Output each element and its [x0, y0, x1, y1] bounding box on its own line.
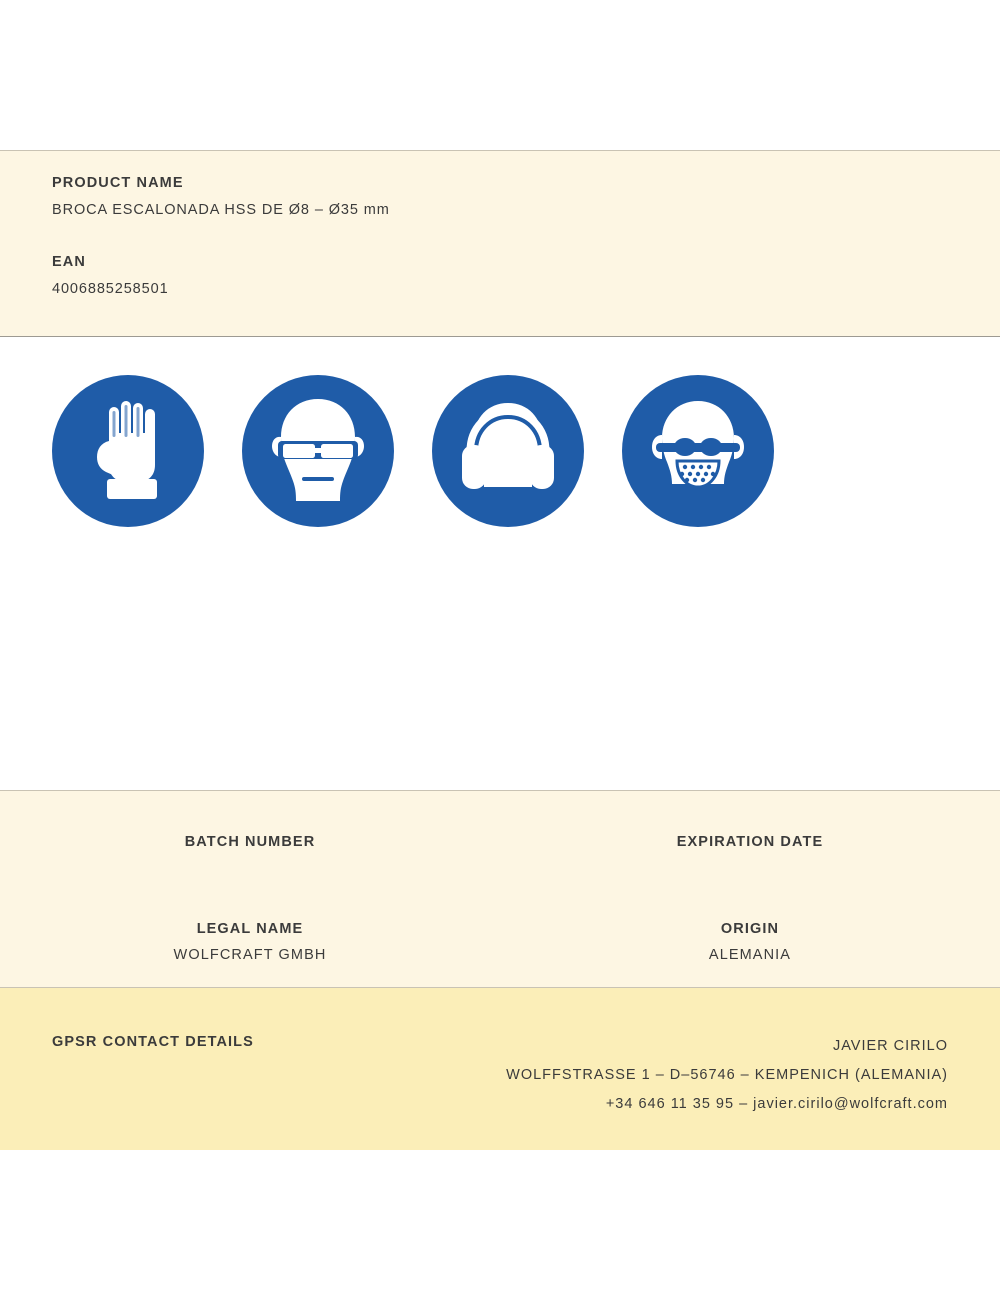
expiration-date-value — [500, 860, 1000, 877]
wear-respiratory-protection-icon — [622, 375, 774, 527]
legal-name-value: WOLFCRAFT GMBH — [173, 947, 327, 963]
product-info-band — [0, 150, 1000, 337]
info-row — [0, 791, 1000, 877]
wear-ear-protection-icon — [432, 375, 584, 527]
product-name-label: PRODUCT NAME — [52, 175, 184, 191]
info-row — [0, 877, 1000, 964]
legal-name-label: LEGAL NAME — [196, 921, 304, 937]
contact-phone-email: +34 646 11 35 95 – javier.cirilo@wolfcraft.com — [605, 1096, 948, 1112]
batch-number-cell — [0, 834, 500, 877]
batch-number-label: BATCH NUMBER — [184, 834, 316, 850]
legal-name-cell — [0, 921, 500, 964]
batch-number-value — [0, 860, 500, 877]
batch-legal-info-band — [0, 790, 1000, 988]
gpsr-contact-details — [506, 1032, 948, 1119]
contact-person-name: JAVIER CIRILO — [832, 1038, 948, 1054]
gpsr-contact-band — [0, 988, 1000, 1150]
expiration-date-cell — [500, 834, 1000, 877]
safety-pictogram-row — [52, 375, 952, 527]
origin-cell — [500, 921, 1000, 964]
origin-value: ALEMANIA — [708, 947, 792, 963]
ean-label: EAN — [52, 254, 86, 270]
origin-label: ORIGIN — [720, 921, 780, 937]
ean-value: 4006885258501 — [52, 281, 169, 297]
product-name-value: BROCA ESCALONADA HSS DE Ø8 – Ø35 mm — [52, 202, 390, 218]
wear-eye-protection-icon — [242, 375, 394, 527]
gpsr-contact-label: GPSR CONTACT DETAILS — [52, 1034, 254, 1050]
contact-address: WOLFFSTRASSE 1 – D–56746 – KEMPENICH (ALEMANIA) — [506, 1067, 948, 1083]
wear-protective-gloves-icon — [52, 375, 204, 527]
expiration-date-label: EXPIRATION DATE — [676, 834, 824, 850]
